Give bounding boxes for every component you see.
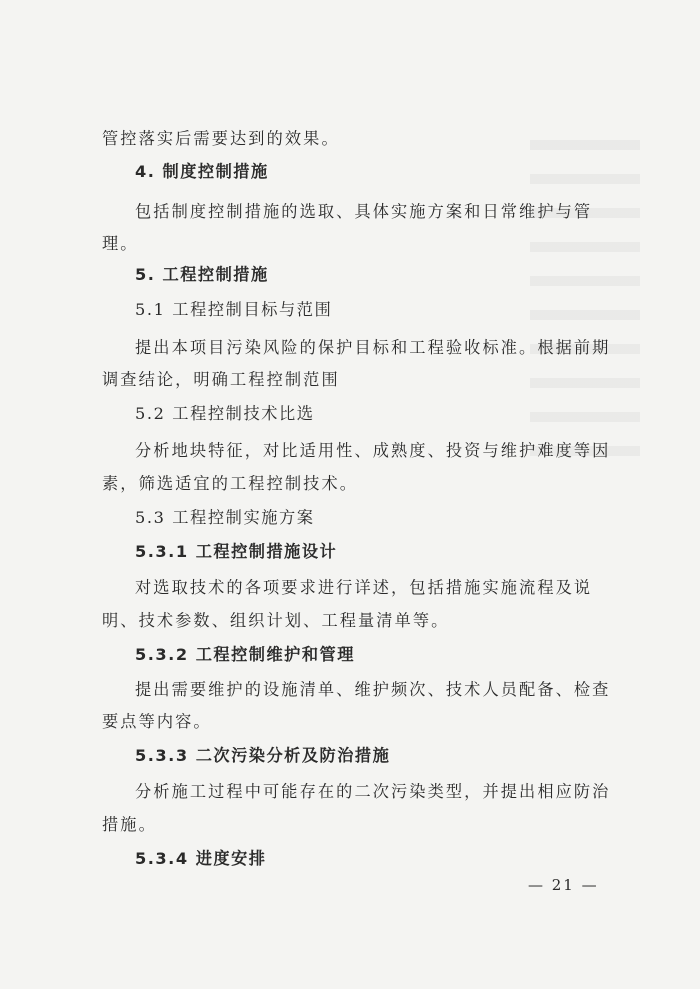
paragraph-line: 理。 bbox=[102, 234, 139, 253]
page-number: — 21 — bbox=[528, 876, 599, 894]
subsection-heading-5-3-4: 5.3.4 进度安排 bbox=[135, 849, 267, 868]
paragraph-line: 素，筛选适宜的工程控制技术。 bbox=[102, 474, 359, 493]
paragraph-line: 分析施工过程中可能存在的二次污染类型，并提出相应防治 bbox=[135, 782, 611, 801]
paragraph-line: 提出需要维护的设施清单、维护频次、技术人员配备、检查 bbox=[135, 680, 611, 699]
subsection-heading-5-3-2: 5.3.2 工程控制维护和管理 bbox=[135, 645, 355, 664]
subsection-heading-5-2: 5.2 工程控制技术比选 bbox=[135, 404, 315, 423]
paragraph-line: 分析地块特征，对比适用性、成熟度、投资与维护难度等因 bbox=[135, 441, 611, 460]
paragraph-line: 对选取技术的各项要求进行详述，包括措施实施流程及说 bbox=[135, 578, 593, 597]
section-heading-5: 5. 工程控制措施 bbox=[135, 265, 269, 284]
section-heading-4: 4. 制度控制措施 bbox=[135, 162, 269, 181]
subsection-heading-5-3-1: 5.3.1 工程控制措施设计 bbox=[135, 542, 338, 561]
paragraph-line: 调查结论，明确工程控制范围 bbox=[102, 370, 340, 389]
paragraph-line: 明、技术参数、组织计划、工程量清单等。 bbox=[102, 611, 450, 630]
subsection-heading-5-1: 5.1 工程控制目标与范围 bbox=[135, 300, 333, 319]
paragraph-line: 包括制度控制措施的选取、具体实施方案和日常维护与管 bbox=[135, 202, 593, 221]
paragraph-line: 措施。 bbox=[102, 815, 157, 834]
paragraph-line: 管控落实后需要达到的效果。 bbox=[102, 129, 340, 148]
subsection-heading-5-3: 5.3 工程控制实施方案 bbox=[135, 508, 315, 527]
paragraph-line: 要点等内容。 bbox=[102, 712, 212, 731]
paragraph-line: 提出本项目污染风险的保护目标和工程验收标准。根据前期 bbox=[135, 338, 611, 357]
subsection-heading-5-3-3: 5.3.3 二次污染分析及防治措施 bbox=[135, 746, 391, 765]
bleed-through-text bbox=[530, 140, 640, 480]
